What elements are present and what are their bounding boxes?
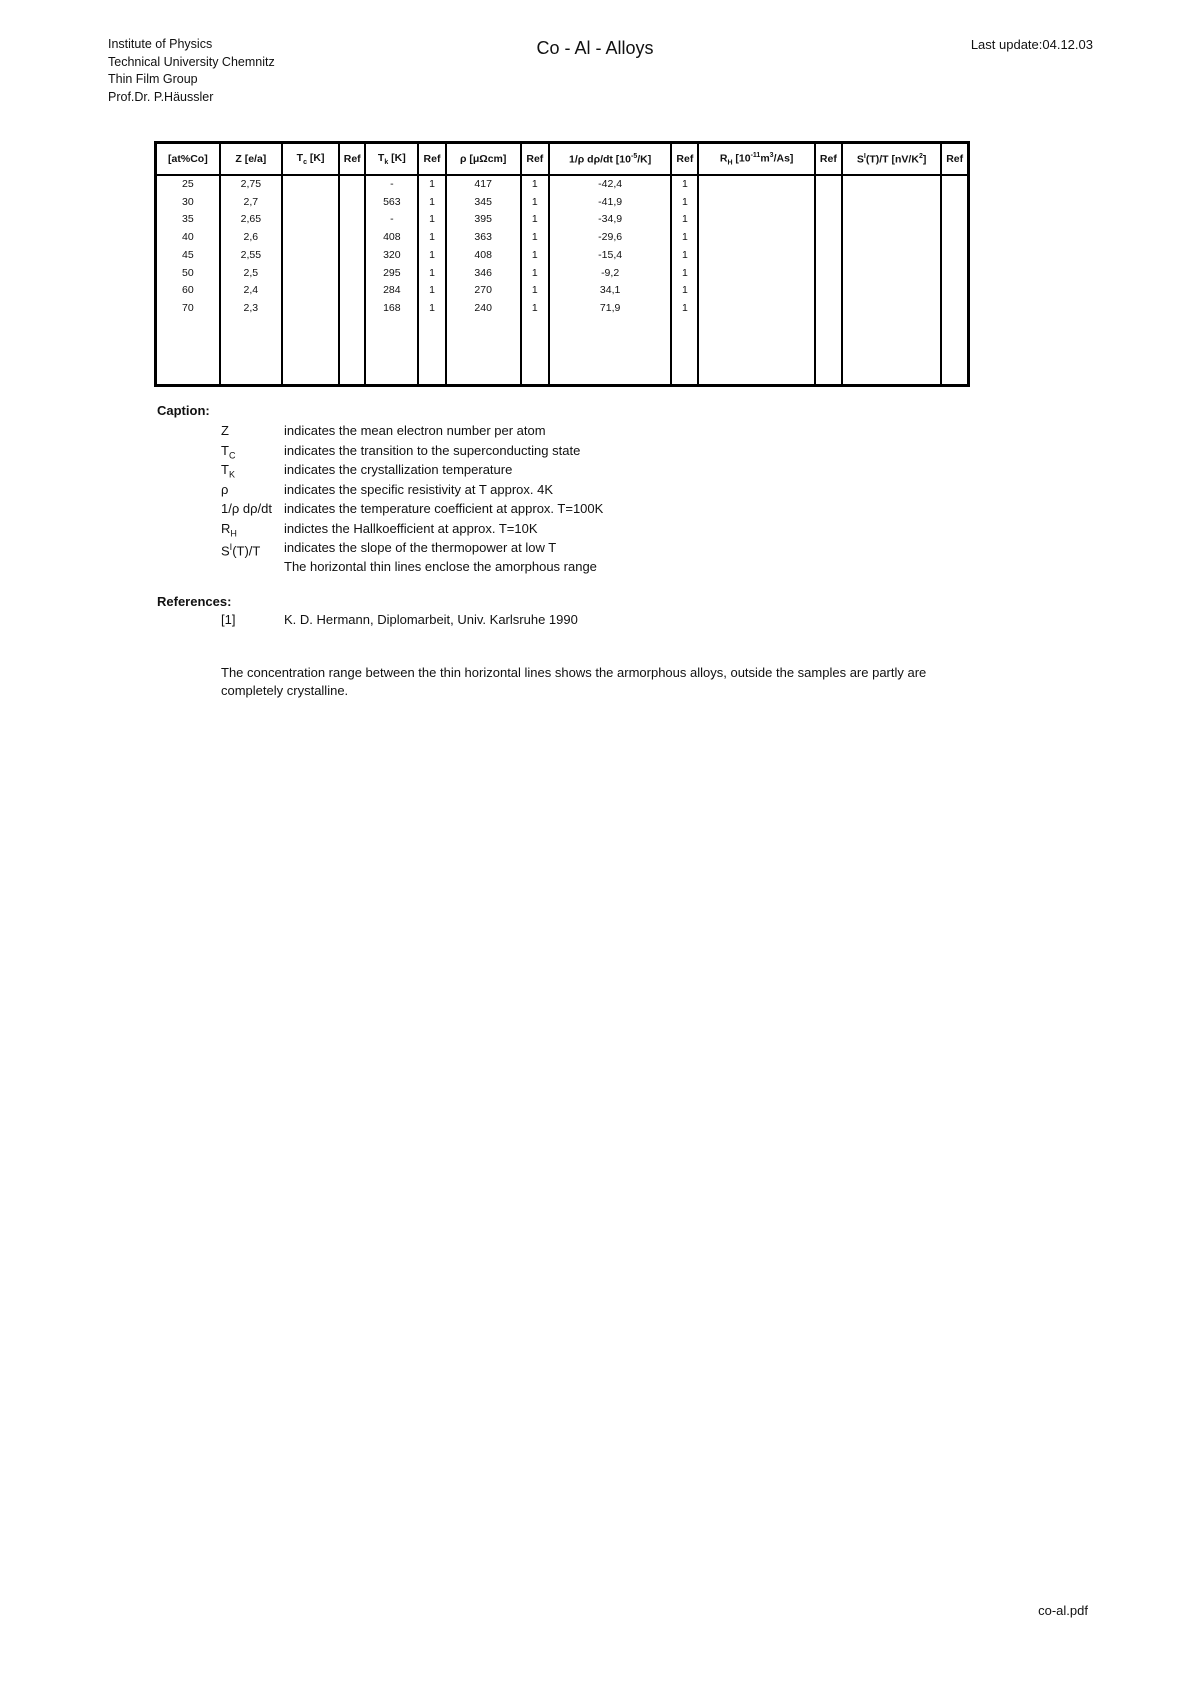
references-heading: References: bbox=[157, 594, 232, 609]
table-header-row bbox=[156, 143, 969, 176]
table-cell: 168 bbox=[365, 300, 418, 318]
table-cell: 1 bbox=[521, 300, 549, 318]
table-cell: 1 bbox=[521, 175, 549, 194]
table-cell: 1 bbox=[418, 175, 445, 194]
table-cell bbox=[282, 229, 339, 247]
table-cell: 1 bbox=[418, 229, 445, 247]
table-cell bbox=[339, 247, 365, 265]
table-cell: 563 bbox=[365, 194, 418, 212]
table-cell: -42,4 bbox=[549, 175, 671, 194]
table-cell: -29,6 bbox=[549, 229, 671, 247]
table-row bbox=[156, 300, 969, 318]
table-body bbox=[156, 175, 969, 386]
table-cell bbox=[339, 229, 365, 247]
table-cell: 408 bbox=[365, 229, 418, 247]
institution-line: Thin Film Group bbox=[108, 72, 198, 87]
table-cell bbox=[698, 229, 814, 247]
table-cell: 2,6 bbox=[220, 229, 282, 247]
table-cell: 71,9 bbox=[549, 300, 671, 318]
caption-description: indictes the Hallkoefficient at approx. T=10K bbox=[284, 520, 538, 536]
table-cell: 363 bbox=[446, 229, 521, 247]
table-cell: 50 bbox=[156, 265, 220, 283]
table-row bbox=[156, 194, 969, 212]
table-cell: -34,9 bbox=[549, 211, 671, 229]
table-cell: 1 bbox=[521, 229, 549, 247]
caption-symbol: $S^I(T)/T$ bbox=[221, 542, 261, 559]
table-cell bbox=[842, 300, 941, 318]
table-cell bbox=[339, 300, 365, 318]
table-cell: 1 bbox=[671, 300, 698, 318]
table-cell bbox=[282, 247, 339, 265]
caption-description: indicates the specific resistivity at T approx. 4K bbox=[284, 481, 554, 497]
table-row bbox=[156, 265, 969, 283]
table-cell: 2,75 bbox=[220, 175, 282, 194]
caption-description: indicates the transition to the superconducting state bbox=[284, 442, 581, 458]
column-header: [at%Co] bbox=[156, 143, 220, 176]
table-cell: 1 bbox=[418, 194, 445, 212]
institution-line: Technical University Chemnitz bbox=[108, 54, 275, 69]
table-cell: 1 bbox=[418, 265, 445, 283]
table-cell bbox=[282, 282, 339, 300]
table-cell bbox=[815, 175, 842, 194]
caption-extra-line: The horizontal thin lines enclose the amorphous range bbox=[284, 558, 597, 574]
table-cell: 1 bbox=[418, 282, 445, 300]
column-header: 1/ρ dρ/dt $[10^{-5}/K]$ bbox=[549, 143, 671, 176]
table-cell: 1 bbox=[671, 282, 698, 300]
reference-number: [1] bbox=[221, 612, 236, 627]
table-cell: 34,1 bbox=[549, 282, 671, 300]
column-header: $T_c$ [K] bbox=[282, 143, 339, 176]
table-cell bbox=[698, 300, 814, 318]
table-cell bbox=[698, 265, 814, 283]
table-cell bbox=[339, 175, 365, 194]
table-cell bbox=[339, 194, 365, 212]
table-cell: 2,4 bbox=[220, 282, 282, 300]
table-row bbox=[156, 229, 969, 247]
caption-symbol: $T_C$ bbox=[221, 442, 236, 461]
table-cell bbox=[698, 282, 814, 300]
caption-heading: Caption: bbox=[157, 403, 210, 418]
table-cell: 1 bbox=[418, 300, 445, 318]
column-header: $S^I(T)/T$ $[nV/K^2]$ bbox=[842, 143, 941, 176]
note-paragraph: The concentration range between the thin horizontal lines shows the armorphous alloys, outside the samples are partly are completely crystalline. bbox=[221, 665, 927, 698]
table-cell bbox=[842, 265, 941, 283]
table-row bbox=[156, 175, 969, 194]
table-cell: 346 bbox=[446, 265, 521, 283]
column-header: Ref bbox=[815, 143, 842, 176]
footer-filename: co-al.pdf bbox=[1038, 1603, 1088, 1618]
table-cell bbox=[282, 175, 339, 194]
column-header: Ref bbox=[521, 143, 549, 176]
caption-description: indicates the crystallization temperature bbox=[284, 462, 513, 477]
table-cell bbox=[815, 229, 842, 247]
table-cell bbox=[282, 194, 339, 212]
table-cell bbox=[842, 229, 941, 247]
institution-line: Institute of Physics bbox=[108, 37, 213, 51]
table-cell: 40 bbox=[156, 229, 220, 247]
table-cell bbox=[698, 194, 814, 212]
document-title: Co - Al - Alloys bbox=[536, 38, 654, 58]
table-row bbox=[156, 211, 969, 229]
table-cell bbox=[842, 211, 941, 229]
table-cell: - bbox=[365, 211, 418, 229]
table-cell: 1 bbox=[521, 247, 549, 265]
table-cell bbox=[282, 300, 339, 318]
table-cell: 395 bbox=[446, 211, 521, 229]
table-cell: 25 bbox=[156, 175, 220, 194]
table-cell bbox=[941, 175, 968, 194]
column-header: Ref bbox=[418, 143, 445, 176]
table-cell bbox=[339, 211, 365, 229]
table-cell: 70 bbox=[156, 300, 220, 318]
table-cell bbox=[282, 211, 339, 229]
table-cell: 295 bbox=[365, 265, 418, 283]
table-cell bbox=[941, 282, 968, 300]
table-cell: 30 bbox=[156, 194, 220, 212]
table-cell: 270 bbox=[446, 282, 521, 300]
table-cell: 1 bbox=[521, 211, 549, 229]
table-cell: 240 bbox=[446, 300, 521, 318]
table-cell bbox=[698, 175, 814, 194]
table-cell: 408 bbox=[446, 247, 521, 265]
reference-text: K. D. Hermann, Diplomarbeit, Univ. Karlsruhe 1990 bbox=[284, 612, 578, 627]
table-cell: 1 bbox=[671, 229, 698, 247]
caption-symbol: $R_H$ bbox=[221, 520, 237, 539]
table-cell: -41,9 bbox=[549, 194, 671, 212]
table-cell bbox=[282, 265, 339, 283]
column-header: Ref bbox=[941, 143, 968, 176]
table-cell bbox=[815, 282, 842, 300]
table-cell: 1 bbox=[418, 211, 445, 229]
table-cell: 1 bbox=[671, 211, 698, 229]
table-cell bbox=[698, 211, 814, 229]
table-cell: 1 bbox=[671, 175, 698, 194]
table-filler-row bbox=[156, 318, 969, 386]
table-cell: 1 bbox=[521, 265, 549, 283]
table-cell bbox=[941, 194, 968, 212]
table-cell: 284 bbox=[365, 282, 418, 300]
table-cell bbox=[842, 247, 941, 265]
table-cell: -15,4 bbox=[549, 247, 671, 265]
institution-line: Prof.Dr. P.Häussler bbox=[108, 89, 214, 104]
data-table bbox=[154, 141, 970, 387]
table-cell: 320 bbox=[365, 247, 418, 265]
column-header: $R_H$ $[10^{-11}m^3/As]$ bbox=[698, 143, 814, 176]
table-cell: 35 bbox=[156, 211, 220, 229]
table-cell: 1 bbox=[671, 194, 698, 212]
table-cell: 2,7 bbox=[220, 194, 282, 212]
caption-symbol: Z bbox=[221, 423, 229, 438]
table-cell bbox=[941, 265, 968, 283]
table-cell bbox=[815, 211, 842, 229]
table-cell bbox=[941, 300, 968, 318]
table-cell bbox=[842, 194, 941, 212]
table-cell bbox=[941, 229, 968, 247]
caption-symbol: $T_K$ bbox=[221, 462, 235, 480]
table-cell bbox=[842, 175, 941, 194]
table-cell: 2,55 bbox=[220, 247, 282, 265]
table-cell: 60 bbox=[156, 282, 220, 300]
table-cell bbox=[815, 194, 842, 212]
table-cell: 45 bbox=[156, 247, 220, 265]
table-cell bbox=[941, 247, 968, 265]
table-cell: 417 bbox=[446, 175, 521, 194]
column-header: Ref bbox=[671, 143, 698, 176]
table-cell: 2,65 bbox=[220, 211, 282, 229]
table-cell bbox=[815, 300, 842, 318]
table-cell: 1 bbox=[671, 247, 698, 265]
table-cell bbox=[339, 265, 365, 283]
table-cell bbox=[698, 247, 814, 265]
table-cell bbox=[815, 265, 842, 283]
caption-symbol: ρ bbox=[221, 481, 229, 497]
column-header: Ref bbox=[339, 143, 365, 176]
table-cell: 1 bbox=[521, 282, 549, 300]
table-cell: - bbox=[365, 175, 418, 194]
caption-description: indicates the slope of the thermopower at low T bbox=[284, 540, 557, 555]
table-row bbox=[156, 247, 969, 265]
table-cell: 2,3 bbox=[220, 300, 282, 318]
table-cell: 2,5 bbox=[220, 265, 282, 283]
table-cell bbox=[339, 282, 365, 300]
caption-description: indicates the mean electron number per atom bbox=[284, 423, 546, 438]
caption-symbol: 1/ρ dρ/dt bbox=[221, 501, 272, 516]
table-cell bbox=[815, 247, 842, 265]
table-cell bbox=[842, 282, 941, 300]
table-cell: 1 bbox=[521, 194, 549, 212]
table-cell: 1 bbox=[671, 265, 698, 283]
last-update: Last update:04.12.03 bbox=[970, 37, 1093, 52]
table-cell: 1 bbox=[418, 247, 445, 265]
caption-description: indicates the temperature coefficient at approx. T=100K bbox=[284, 501, 604, 516]
table-cell bbox=[941, 211, 968, 229]
table-cell: 345 bbox=[446, 194, 521, 212]
column-header: Z [e/a] bbox=[220, 143, 282, 176]
column-header: ρ [μΩcm] bbox=[446, 143, 521, 176]
column-header: $T_k$ [K] bbox=[365, 143, 418, 176]
table-cell: -9,2 bbox=[549, 265, 671, 283]
table-row bbox=[156, 282, 969, 300]
